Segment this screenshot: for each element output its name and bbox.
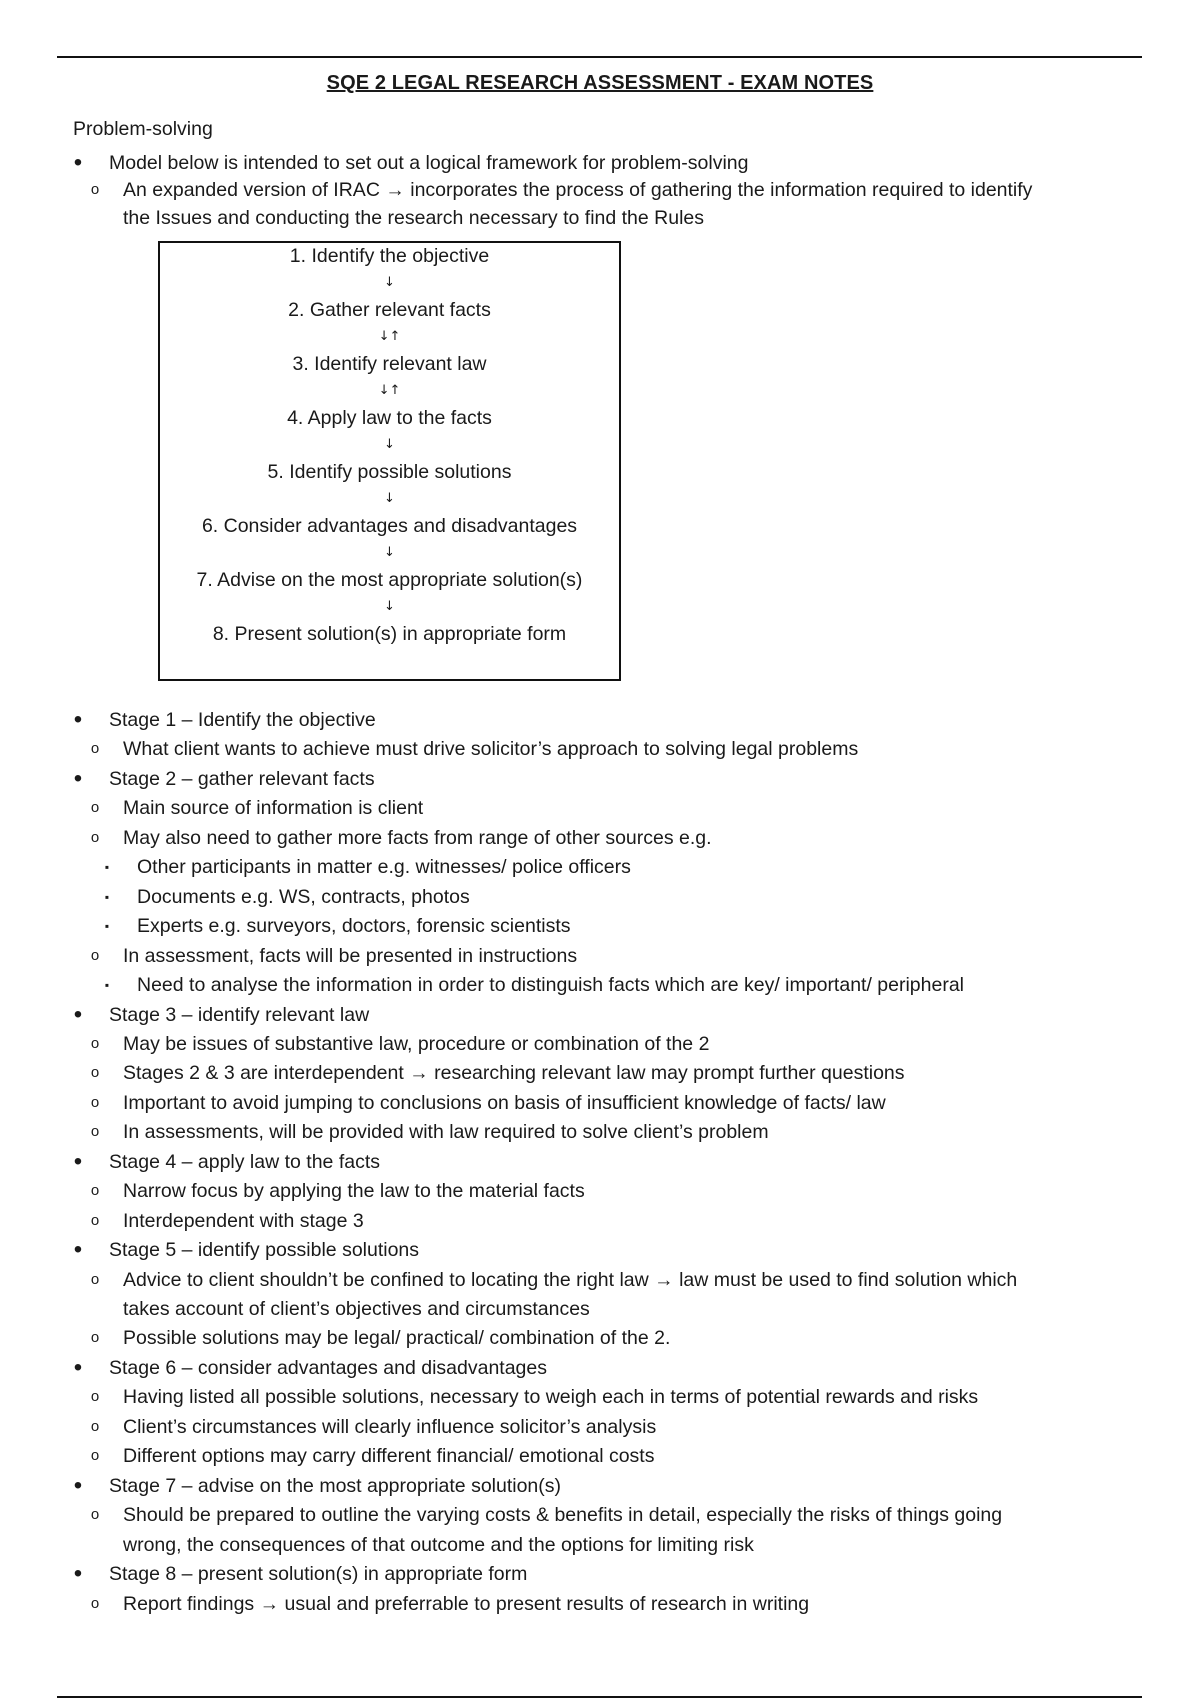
list-item-text: Having listed all possible solutions, necessary to weigh each in terms of potential rewards and risks bbox=[123, 1386, 979, 1408]
flow-arrow-icon: ↓ bbox=[384, 275, 395, 290]
list-item-text: Need to analyse the information in order to distinguish facts which are key/ important/ peripheral bbox=[137, 974, 965, 996]
top-rule bbox=[57, 56, 1142, 58]
circle-bullet-icon: o bbox=[90, 1123, 100, 1140]
list-item-text: Stage 6 – consider advantages and disadvantages bbox=[109, 1357, 547, 1379]
bullet-icon: • bbox=[73, 706, 83, 733]
flowchart-step: 6. Consider advantages and disadvantages bbox=[201, 515, 578, 537]
flowchart-step: 3. Identify relevant law bbox=[292, 353, 487, 375]
circle-bullet-icon: o bbox=[90, 1447, 100, 1464]
list-item-text: Stage 5 – identify possible solutions bbox=[109, 1239, 420, 1261]
list-item-text: Interdependent with stage 3 bbox=[123, 1210, 364, 1232]
list-item-text: Stage 2 – gather relevant facts bbox=[109, 768, 375, 790]
square-bullet-icon: ▪ bbox=[104, 860, 110, 874]
list-item-text: Stage 1 – Identify the objective bbox=[109, 709, 376, 731]
square-bullet-icon: ▪ bbox=[104, 890, 110, 904]
circle-bullet-icon: o bbox=[90, 1418, 100, 1435]
bottom-rule bbox=[57, 1696, 1142, 1698]
list-item-text: Other participants in matter e.g. witnesses/ police officers bbox=[137, 856, 631, 878]
list-item-text: the Issues and conducting the research necessary to find the Rules bbox=[123, 207, 705, 229]
circle-bullet-icon: o bbox=[90, 799, 100, 816]
list-item-text: In assessment, facts will be presented in instructions bbox=[123, 945, 578, 967]
problem-solving-flowchart bbox=[158, 241, 621, 681]
circle-bullet-icon: o bbox=[90, 1388, 100, 1405]
list-item-text: takes account of client’s objectives and circumstances bbox=[123, 1298, 590, 1320]
list-item-text: Experts e.g. surveyors, doctors, forensic scientists bbox=[137, 915, 571, 937]
square-bullet-icon: ▪ bbox=[104, 919, 110, 933]
flowchart-step: 2. Gather relevant facts bbox=[288, 299, 491, 321]
circle-bullet-icon: o bbox=[90, 1094, 100, 1111]
list-item-text: Documents e.g. WS, contracts, photos bbox=[137, 886, 470, 908]
list-item-text: Advice to client shouldn’t be confined to locating the right law → law must be used to find solution which bbox=[123, 1269, 1018, 1291]
bullet-icon: • bbox=[73, 1354, 83, 1381]
circle-bullet-icon: o bbox=[90, 947, 100, 964]
list-item-text: Stages 2 & 3 are interdependent → researching relevant law may prompt further questions bbox=[123, 1062, 905, 1084]
list-item-text: Should be prepared to outline the varying costs & benefits in detail, especially the risks of things going bbox=[123, 1504, 1003, 1526]
bullet-icon: • bbox=[73, 1472, 83, 1499]
bullet-icon: • bbox=[73, 149, 83, 176]
list-item-text: May also need to gather more facts from range of other sources e.g. bbox=[123, 827, 712, 849]
list-item-text: wrong, the consequences of that outcome and the options for limiting risk bbox=[123, 1534, 754, 1556]
list-item-text: Stage 7 – advise on the most appropriate solution(s) bbox=[109, 1475, 562, 1497]
list-item-text: Client’s circumstances will clearly influence solicitor’s analysis bbox=[123, 1416, 657, 1438]
list-item-text: Stage 8 – present solution(s) in appropriate form bbox=[109, 1563, 528, 1585]
circle-bullet-icon: o bbox=[90, 1271, 100, 1288]
list-item-text: What client wants to achieve must drive solicitor’s approach to solving legal problems bbox=[123, 738, 859, 760]
flow-arrow-icon: ↓ bbox=[384, 545, 395, 560]
flow-arrow-icon: ↓↑ bbox=[378, 383, 401, 398]
bullet-icon: • bbox=[73, 1148, 83, 1175]
list-item-text: Important to avoid jumping to conclusions on basis of insufficient knowledge of facts/ law bbox=[123, 1092, 886, 1114]
list-item-text: Main source of information is client bbox=[123, 797, 424, 819]
list-item-text: An expanded version of IRAC → incorporates the process of gathering the information required to identify bbox=[123, 179, 1033, 201]
list-item-text: Stage 3 – identify relevant law bbox=[109, 1004, 370, 1026]
section-heading: Problem-solving bbox=[73, 118, 213, 140]
flow-arrow-icon: ↓↑ bbox=[378, 329, 401, 344]
list-item-text: Stage 4 – apply law to the facts bbox=[109, 1151, 381, 1173]
flowchart-step: 4. Apply law to the facts bbox=[287, 407, 492, 429]
circle-bullet-icon: o bbox=[90, 1035, 100, 1052]
bullet-icon: • bbox=[73, 1560, 83, 1587]
list-item-text: In assessments, will be provided with law required to solve client’s problem bbox=[123, 1121, 769, 1143]
list-item-text: May be issues of substantive law, procedure or combination of the 2 bbox=[123, 1033, 710, 1055]
square-bullet-icon: ▪ bbox=[104, 978, 110, 992]
flowchart-step: 7. Advise on the most appropriate solution(s) bbox=[196, 569, 583, 591]
page-title: SQE 2 LEGAL RESEARCH ASSESSMENT - EXAM NOTES bbox=[326, 72, 874, 94]
list-item-text: Model below is intended to set out a logical framework for problem-solving bbox=[109, 152, 749, 174]
circle-bullet-icon: o bbox=[90, 1595, 100, 1612]
flow-arrow-icon: ↓ bbox=[384, 599, 395, 614]
circle-bullet-icon: o bbox=[90, 1182, 100, 1199]
circle-bullet-icon: o bbox=[90, 740, 100, 757]
flow-arrow-icon: ↓ bbox=[384, 437, 395, 452]
list-item-text: Report findings → usual and preferrable to present results of research in writing bbox=[123, 1593, 810, 1615]
list-item-text: Possible solutions may be legal/ practical/ combination of the 2. bbox=[123, 1327, 671, 1349]
flowchart-step: 5. Identify possible solutions bbox=[267, 461, 512, 483]
flow-arrow-icon: ↓ bbox=[384, 491, 395, 506]
flowchart-step: 1. Identify the objective bbox=[289, 245, 490, 267]
bullet-icon: • bbox=[73, 765, 83, 792]
list-item-text: Narrow focus by applying the law to the material facts bbox=[123, 1180, 585, 1202]
list-item-text: Different options may carry different financial/ emotional costs bbox=[123, 1445, 655, 1467]
circle-bullet-icon: o bbox=[90, 181, 100, 198]
flowchart-step: 8. Present solution(s) in appropriate form bbox=[212, 623, 567, 645]
circle-bullet-icon: o bbox=[90, 829, 100, 846]
circle-bullet-icon: o bbox=[90, 1329, 100, 1346]
circle-bullet-icon: o bbox=[90, 1506, 100, 1523]
circle-bullet-icon: o bbox=[90, 1212, 100, 1229]
circle-bullet-icon: o bbox=[90, 1064, 100, 1081]
bullet-icon: • bbox=[73, 1001, 83, 1028]
bullet-icon: • bbox=[73, 1236, 83, 1263]
